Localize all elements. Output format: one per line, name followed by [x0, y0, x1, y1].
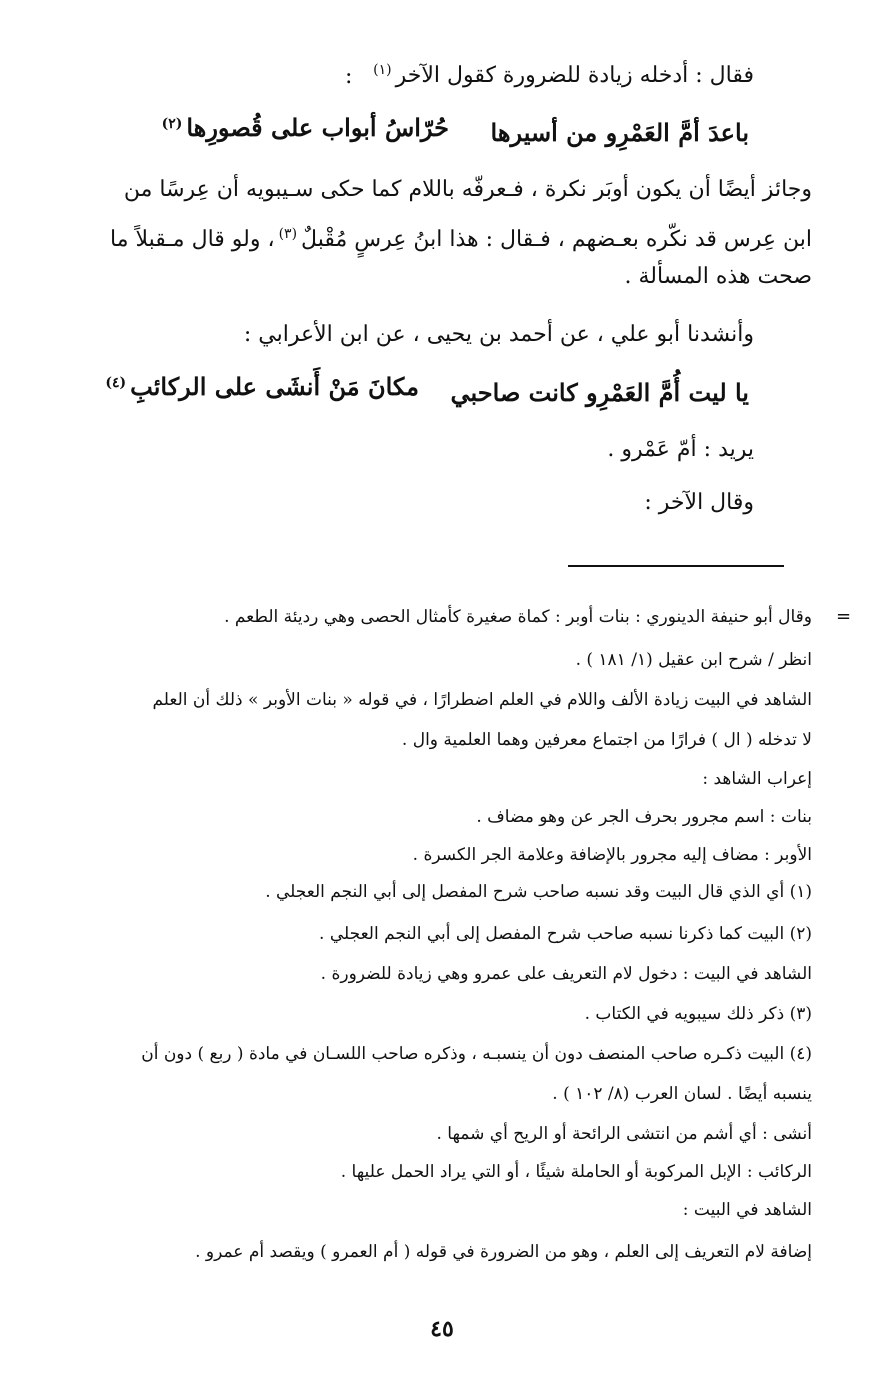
footnote-line-10: الشاهد في البيت : دخول لام التعريف على عمرو وهي زيادة للضرورة . — [320, 964, 812, 984]
paragraph-1-line-1: وجائز أيضًا أن يكون أوبَر نكرة ، فـعرفّه باللام كما حكى سـيبويه أن عِرسًا من — [123, 177, 812, 202]
verse-1-hemistich-b-text: حُرّاسُ أبواب على قُصورِها — [186, 113, 449, 142]
paragraph-3: يريد : أمّ عَمْرو . — [607, 437, 754, 462]
footnote-line-2: انظر / شرح ابن عقيل (١/ ١٨١ ) . — [575, 650, 812, 670]
paragraph-1-line-2b: ، ولو قال مـقبلاً ما — [109, 227, 275, 252]
footnote-line-6: بنات : اسم مجرور بحرف الجر عن وهو مضاف . — [476, 807, 812, 827]
footnote-divider — [568, 565, 784, 567]
verse-2-hemistich-b — [101, 372, 419, 401]
main-line-1 — [369, 55, 754, 91]
paragraph-1-line-2a: ابن عِرس قد نكّره بعـضهم ، فـقال : هذا ابنُ عِرسٍ مُقْبلٌ — [301, 227, 812, 252]
footnote-line-9: (٢) البيت كما ذكرنا نسبه صاحب شرح المفصل إلى أبي النجم العجلي . — [319, 924, 812, 944]
footnote-line-17: إضافة لام التعريف إلى العلم ، وهو من الضرورة في قوله ( أم العمرو ) ويقصد أم عمرو . — [195, 1242, 812, 1262]
main-line-1-colon: : — [345, 64, 353, 89]
paragraph-4: وقال الآخر : — [644, 490, 754, 515]
verse-1-hemistich-b — [158, 113, 449, 142]
continuation-mark: = — [836, 606, 852, 627]
verse-2-hemistich-b-text: مكانَ مَنْ أَنشَى على الركائبِ — [130, 372, 419, 401]
verse-1-hemistich-a: باعدَ أمَّ العَمْرِو من أسيرها — [490, 118, 749, 147]
footnote-line-11: (٣) ذكر ذلك سيبويه في الكتاب . — [584, 1004, 812, 1024]
footnote-ref-1: (١) — [373, 62, 392, 78]
footnote-line-3: الشاهد في البيت زيادة الألف واللام في العلم اضطرارًا ، في قوله « بنات الأوبر » ذلك أن العلم — [152, 690, 812, 710]
footnote-ref-3: (٣) — [278, 226, 298, 242]
verse-2-hemistich-a: يا ليت أُمَّ العَمْرِو كانت صاحبي — [450, 378, 749, 407]
footnote-line-4: لا تدخله ( ال ) فرارًا من اجتماع معرفين وهما العلمية وال . — [401, 730, 812, 750]
footnote-line-8: (١) أي الذي قال البيت وقد نسبه صاحب شرح المفصل إلى أبي النجم العجلي . — [265, 882, 812, 902]
footnote-line-5: إعراب الشاهد : — [702, 769, 812, 789]
page-number: ٤٥ — [430, 1316, 454, 1342]
paragraph-2: وأنشدنا أبو علي ، عن أحمد بن يحيى ، عن ابن الأعرابي : — [243, 322, 754, 347]
footnote-line-15: الركائب : الإبل المركوبة أو الحاملة شيئًا ، أو التي يراد الحمل عليها . — [340, 1162, 812, 1182]
footnote-ref-4: (٤) — [105, 375, 127, 391]
footnote-line-13: ينسبه أيضًا . لسان العرب (٨/ ١٠٢ ) . — [552, 1084, 812, 1104]
footnote-ref-2: (٢) — [161, 116, 183, 132]
main-line-1-text: فقال : أدخله زيادة للضرورة كقول الآخر — [395, 63, 754, 88]
footnote-line-12: (٤) البيت ذكـره صاحب المنصف دون أن ينسبـه ، وذكره صاحب اللسـان في مادة ( ربع ) دون أن — [141, 1044, 812, 1064]
paragraph-1-line-3: صحت هذه المسألة . — [624, 264, 812, 289]
paragraph-1-line-2 — [110, 219, 812, 255]
footnote-line-7: الأوبر : مضاف إليه مجرور بالإضافة وعلامة الجر الكسرة . — [412, 845, 812, 865]
footnote-line-14: أنشى : أي أشم من انتشى الرائحة أو الريح أي شمها . — [436, 1124, 812, 1144]
footnote-line-1: وقال أبو حنيفة الدينوري : بنات أوبر : كماة صغيرة كأمثال الحصى وهي رديئة الطعم . — [224, 607, 812, 627]
footnote-line-16: الشاهد في البيت : — [682, 1200, 812, 1220]
